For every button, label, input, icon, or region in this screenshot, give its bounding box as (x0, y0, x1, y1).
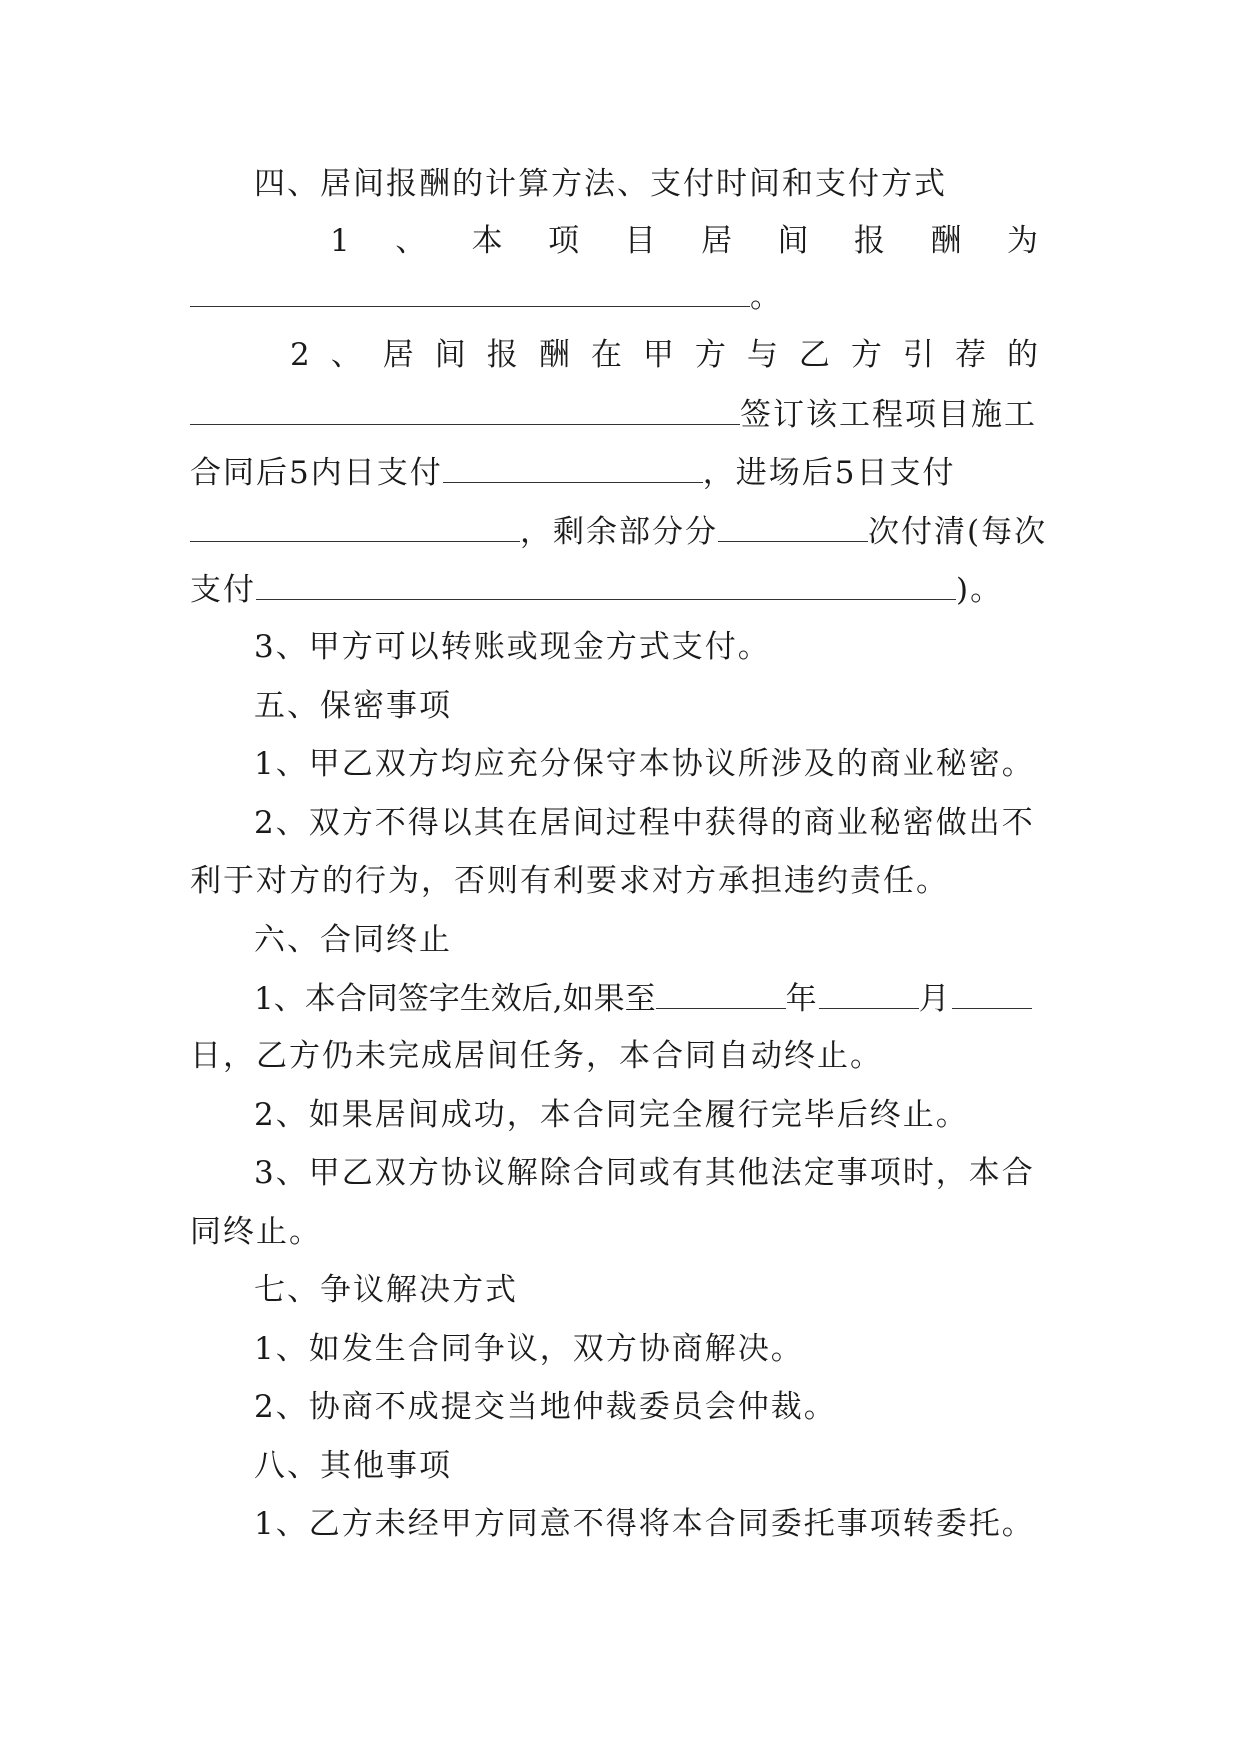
section-5-heading: 五、保密事项 (254, 688, 452, 724)
section-4-item-2-line-2 (190, 394, 1050, 434)
section-6-item-1-line-2: 日，乙方仍未完成居间任务，本合同自动终止。 (190, 1038, 883, 1074)
spaced-char: 居 (701, 223, 735, 259)
item-2-text: 次付清(每次 (868, 514, 1048, 550)
spaced-char: 居 (382, 337, 416, 373)
item-2-text: ，进场后5日支付 (702, 455, 956, 491)
spaced-char: 为 (1006, 223, 1040, 259)
spaced-char: 在 (590, 337, 624, 373)
day-blank[interactable] (952, 978, 1032, 1009)
spaced-char: 酬 (538, 337, 572, 373)
year-blank[interactable] (656, 978, 786, 1009)
spaced-char: 的 (1006, 337, 1040, 373)
spaced-char: 间 (434, 337, 468, 373)
section-6-item-3-line-2: 同终止。 (190, 1214, 322, 1250)
fill-in-blank[interactable] (256, 569, 956, 600)
section-8-item-1: 1、乙方未经甲方同意不得将本合同委托事项转委托。 (254, 1506, 1035, 1542)
item-2-text: 合同后5内日支付 (190, 455, 443, 491)
section-6-item-1-line-1 (254, 978, 1050, 1018)
section-5-item-2-line-2: 利于对方的行为，否则有利要求对方承担违约责任。 (190, 863, 949, 899)
fill-in-blank[interactable] (190, 511, 520, 542)
section-7-heading: 七、争议解决方式 (254, 1272, 518, 1308)
month-label: 月 (918, 981, 952, 1017)
spaced-char: 本 (471, 223, 505, 259)
spaced-char: 甲 (642, 337, 676, 373)
section-4-item-2-line-4 (190, 511, 1050, 551)
month-blank[interactable] (819, 978, 919, 1009)
spaced-char: 乙 (798, 337, 832, 373)
section-5-item-1: 1、甲乙双方均应充分保守本协议所涉及的商业秘密。 (254, 746, 1035, 782)
section-4-item-2-line-3 (190, 452, 1050, 492)
spaced-char: 、 (395, 223, 429, 259)
item-text: 1、本合同签字生效后,如果至 (254, 981, 656, 1017)
fill-in-blank[interactable] (190, 276, 750, 307)
section-6-item-2: 2、如果居间成功，本合同完全履行完毕后终止。 (254, 1097, 969, 1133)
section-4-item-1-line-1 (330, 221, 1040, 261)
item-2-text: 签订该工程项目施工 (740, 397, 1037, 433)
item-1-end-punct: 。 (750, 279, 783, 315)
spaced-char: 酬 (930, 223, 964, 259)
spaced-char: 荐 (954, 337, 988, 373)
fill-in-blank[interactable] (190, 394, 740, 425)
spaced-char: 、 (330, 337, 364, 373)
section-4-item-3: 3、甲方可以转账或现金方式支付。 (254, 629, 771, 665)
spaced-char: 引 (902, 337, 936, 373)
section-4-item-1-line-2 (190, 276, 1050, 316)
section-4-item-2-line-1 (290, 335, 1040, 375)
section-6-heading: 六、合同终止 (254, 922, 452, 958)
item-2-text: ，剩余部分分 (520, 514, 718, 550)
section-8-heading: 八、其他事项 (254, 1448, 452, 1484)
fill-in-blank[interactable] (718, 511, 868, 542)
item-2-text: 支付 (190, 572, 256, 608)
section-4-item-2-line-5 (190, 569, 1050, 609)
spaced-char: 与 (746, 337, 780, 373)
section-7-item-1: 1、如发生合同争议，双方协商解决。 (254, 1331, 804, 1367)
fill-in-blank[interactable] (443, 452, 703, 483)
spaced-char: 间 (777, 223, 811, 259)
spaced-char: 报 (854, 223, 888, 259)
section-6-item-3-line-1: 3、甲乙双方协议解除合同或有其他法定事项时，本合 (254, 1155, 1035, 1191)
section-5-item-2-line-1: 2、双方不得以其在居间过程中获得的商业秘密做出不 (254, 805, 1035, 841)
spaced-char: 报 (486, 337, 520, 373)
spaced-char: 方 (850, 337, 884, 373)
spaced-char: 2 (290, 337, 312, 373)
spaced-char: 项 (548, 223, 582, 259)
item-2-text: )。 (956, 572, 1004, 608)
section-7-item-2: 2、协商不成提交当地仲裁委员会仲裁。 (254, 1389, 837, 1425)
spaced-char: 1 (330, 223, 352, 259)
year-label: 年 (785, 981, 819, 1017)
spaced-char: 方 (694, 337, 728, 373)
spaced-char: 目 (624, 223, 658, 259)
section-4-heading: 四、居间报酬的计算方法、支付时间和支付方式 (254, 166, 947, 202)
